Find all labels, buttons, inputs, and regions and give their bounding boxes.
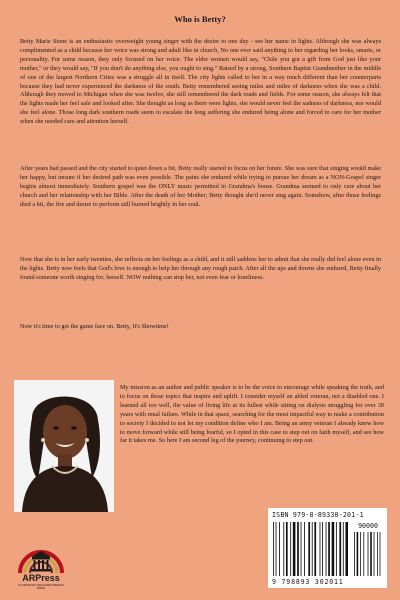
barcode-bar	[304, 522, 305, 576]
barcode-bar	[343, 522, 344, 576]
barcode-addon-bar	[370, 532, 372, 576]
publisher-emblem-icon	[14, 535, 68, 575]
price-code: 90000	[358, 522, 378, 530]
barcode-bar	[312, 522, 313, 576]
isbn-label: ISBN 979-8-89330-201-1	[272, 511, 364, 519]
publisher-name: ARPress	[22, 573, 60, 583]
barcode-addon-bar	[357, 532, 359, 576]
barcode-addon-bar	[380, 532, 381, 576]
barcode-addon-bar	[377, 532, 378, 576]
barcode-bar	[326, 522, 327, 576]
barcode-bar	[273, 522, 274, 576]
author-photo	[14, 380, 114, 512]
barcode-addon-bar	[374, 532, 375, 576]
bio-paragraph-1: Betty Marie Stone is an enthusiastic overweight young singer with the desire to one day - see her name in lights. Although she was always complimented as a child because her voice was strong and adult like in church, No one ever said anything to her regarding her looks, smarts, or personality. For some reason, they only focused on her voice. The elder women would say, "Chile you got a gift from God just like your mother," or they would say, "If you don't do anything else, you ought to sing." Raised by a strong, Southern Baptist Grandmother in the middle of one of the largest Northern Cities was a struggle all in itself. The city lights called to her in a way much different than her counterparts because they had never experienced the darkness of the south. Betty remembered seeing miles and miles of darkness when she was a child. Although they moved to Michigan when she was twelve, she still remembered the dark roads and fields. For some reason, she always felt that the lights made her feel safe and looked after. She thought as long as there were lights, she would never feel the sadness of darkness, nor would she feel alone. Those long dark southern roads seem to escalate the long suffering she endured being alone and forced to care for her mother when she needed care and attention herself.	[20, 38, 381, 126]
barcode-bar	[339, 522, 341, 576]
barcode-addon-bar	[360, 532, 361, 576]
barcode-bar	[345, 522, 348, 576]
bio-paragraph-2: After years had passed and the city started to quiet down a bit, Betty really started to focus on her future. She was sure that singing would make her happy, but unsure if her desired path was even possible. The pains she endured while trying to pursue her dream as a NON-Gospel singer begins almost immediately. Southern gospel was the ONLY music permitted in Grandma's house. Grandma seemed to only care about her church and her relationship with her Bible. After the death of her Mother; Betty thought she'd never sing again. Somehow, after those feelings died a bit, the fire and desire to perform still burned brightly in her soul.	[20, 165, 381, 208]
barcode-bar	[308, 522, 310, 576]
barcode-bar	[320, 522, 321, 576]
author-mission-text: My mission as an author and public speaker is to be the voice to encourage while speaking the truth, and to focus on those topics that inspire and uplift. I consider myself an abled veteran, not a disabled one. I learned all too well, the value of living life at its fullest while sitting on dialysis struggling for over 30 years with renal failure. While in that space, searching for the most impactful way to make a contribution to society I decided to not let my condition define who I am. Being an army veteran I already knew how to move forward while still being fearful, so I opted in this case to step out on faith myself, and see how far it takes me. So here I am second leg of the journey, continuing to step out.	[120, 384, 384, 445]
barcode-bar	[336, 522, 337, 576]
barcode-bar	[283, 522, 284, 576]
barcode-bar	[328, 522, 330, 576]
isbn-barcode	[268, 508, 387, 588]
barcode-bar	[322, 522, 323, 576]
bio-paragraph-4: Now it's time to get the game face on. Betty, It's Showtime!	[20, 323, 169, 330]
author-portrait-image	[14, 380, 114, 512]
ean-digits: 9 798893 302011	[272, 578, 344, 586]
barcode-bar	[301, 522, 302, 576]
page-title: Who is Betty?	[174, 14, 226, 24]
barcode-bar	[332, 522, 335, 576]
barcode-addon-bar	[363, 532, 364, 576]
barcode-bars	[272, 522, 383, 578]
barcode-bar	[279, 522, 280, 576]
barcode-bar	[297, 522, 299, 576]
barcode-bar	[276, 522, 277, 576]
barcode-bar	[286, 522, 288, 576]
barcode-addon-bar	[368, 532, 369, 576]
barcode-addon-bar	[354, 532, 355, 576]
barcode-bar	[293, 522, 296, 576]
publisher-logo	[14, 535, 68, 595]
publisher-tagline: ILLUMINATING IDEAS EMPOWERING MINDS	[18, 584, 64, 590]
barcode-bar	[290, 522, 291, 576]
barcode-bar	[314, 522, 316, 576]
bio-paragraph-3: Now that she is in her early twenties, she reflects on her feelings as a child, and it still saddens her to admit that she really did feel alone even in the lights. Betty now feels that God's love is enough to help her through any rough patch. After all the ups and downs she endured, Betty finally found someone worth singing for, herself. NOW nothing can stop her, not even fear or loneliness.	[20, 256, 381, 281]
